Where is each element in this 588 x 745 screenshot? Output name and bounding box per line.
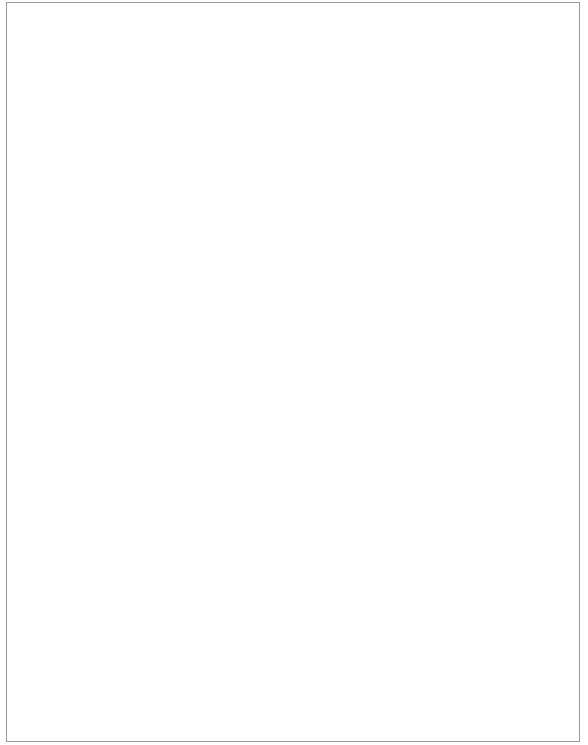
toc-entry-appendix[interactable] bbox=[89, 167, 499, 191]
table-of-contents bbox=[89, 161, 499, 191]
document-page bbox=[6, 2, 580, 742]
